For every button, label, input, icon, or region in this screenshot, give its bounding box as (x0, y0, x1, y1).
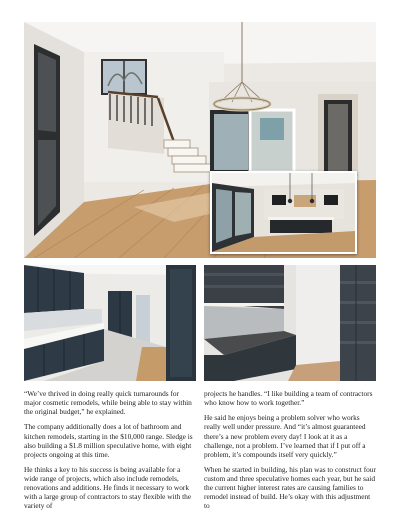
paragraph: projects he handles. “I like building a team of contractors who know how to work together.” (204, 389, 373, 408)
article-column-left (24, 389, 196, 517)
pantry-photo (204, 265, 376, 381)
paragraph: “We’ve thrived in doing really quick turnarounds for major cosmetic remodels, while being able to stay within the original budget,” he explained. (24, 389, 192, 417)
paragraph: He thinks a key to his success is being available for a wide range of projects, which also include remodels, renovations and additions. He finds it necessary to work with a large group of contractors to stay flexible with the variety of (24, 465, 192, 511)
inset-kitchen-photo (210, 171, 357, 254)
paragraph: He said he enjoys being a problem solver who works really well under pressure. And “it’s almost guaranteed there’s a new problem every day! I look at it as a challenge, not a problem. I’ve learned that if I put off a problem, it’s compounds itself very quickly.” (204, 413, 366, 459)
paragraph: The company additionally does a lot of bathroom and kitchen remodels, starting in the $10,000 range. Sledge is also building a $1.8 million speculative home, with eight projects ongoing at this time. (24, 422, 193, 459)
kitchen-photo (24, 265, 196, 381)
paragraph: When he started in building, his plan was to construct four custom and three speculative homes each year, but he said the current higher interest rates are causing families to remodel instead of build. He’s okay with this adjustment to (204, 465, 376, 511)
article-column-right (204, 389, 376, 517)
